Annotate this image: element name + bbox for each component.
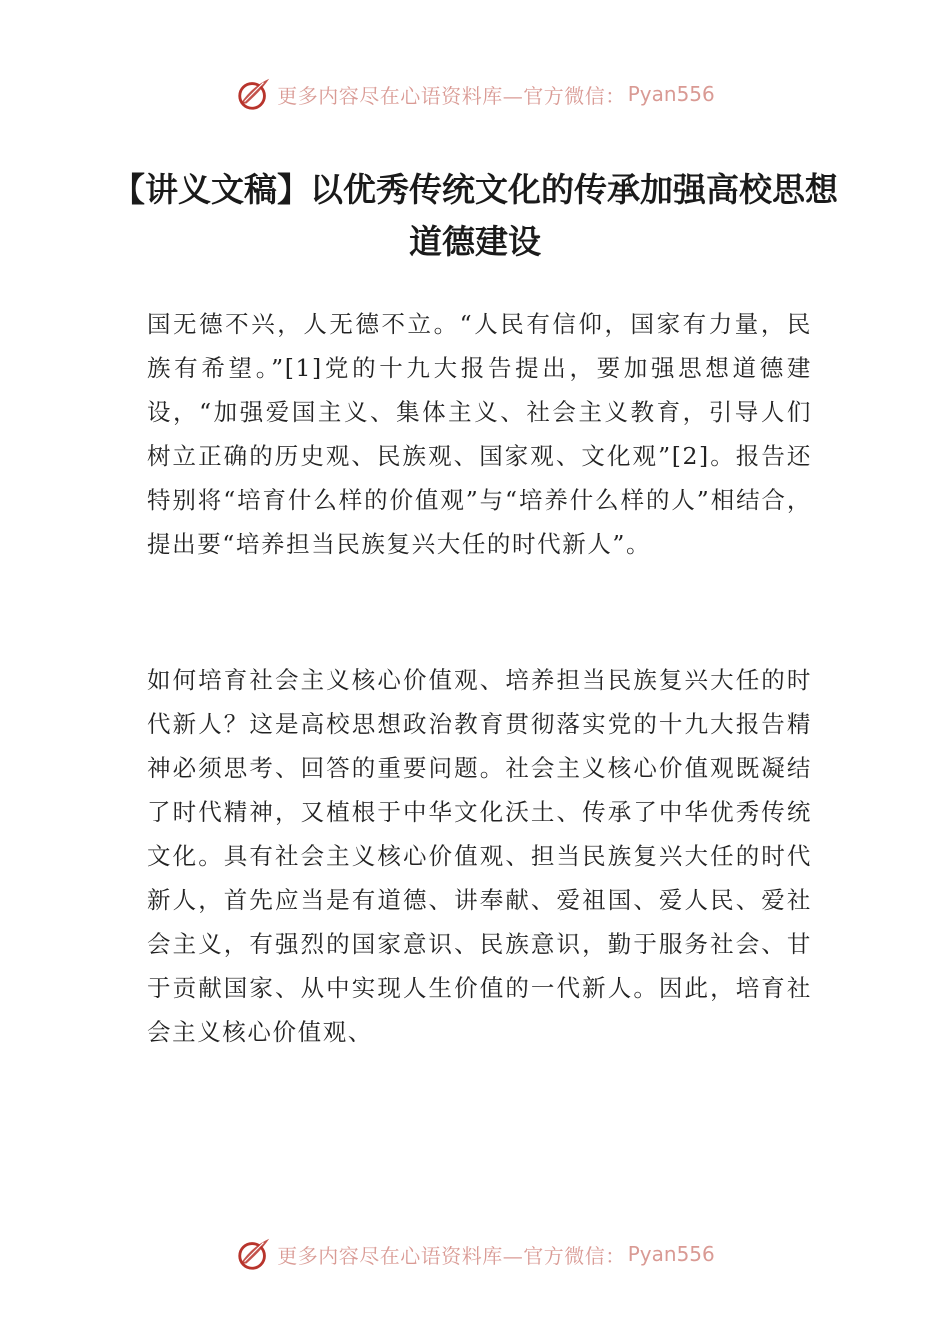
body-paragraph-1: 国无德不兴，人无德不立。“人民有信仰，国家有力量，民族有希望。”[1]党的十九大报告提出，要加强思想道德建设，“加强爱国主义、集体主义、社会主义教育，引导人们树立正确的历史观、民族观、国家观、文化观”[2]。报告还特别将“培育什么样的价值观”与“培养什么样的人”相结合，提出要“培养担当民族复兴大任的时代新人”。 bbox=[147, 310, 812, 558]
footer-banner bbox=[0, 1232, 950, 1276]
banner-wechat-id: Pyan556 bbox=[627, 1242, 715, 1266]
quill-circle-logo-icon bbox=[235, 75, 273, 113]
banner-text: 更多内容尽在心语资料库—官方微信： bbox=[277, 83, 626, 108]
banner-text: 更多内容尽在心语资料库—官方微信： bbox=[277, 1243, 626, 1268]
document-title: 【讲义文稿】以优秀传统文化的传承加强高校思想道德建设 bbox=[112, 170, 838, 261]
body-paragraph-2: 如何培育社会主义核心价值观、培养担当民族复兴大任的时代新人？这是高校思想政治教育贯彻落实党的十九大报告精神必须思考、回答的重要问题。社会主义核心价值观既凝结了时代精神，又植根于中华文化沃土、传承了中华优秀传统文化。具有社会主义核心价值观、担当民族复兴大任的时代新人，首先应当是有道德、讲奉献、爱祖国、爱人民、爱社会主义，有强烈的国家意识、民族意识，勤于服务社会、甘于贡献国家、从中实现人生价值的一代新人。因此，培育社会主义核心价值观、 bbox=[147, 666, 812, 1046]
quill-circle-logo-icon bbox=[235, 1235, 273, 1273]
banner-wechat-id: Pyan556 bbox=[627, 82, 715, 106]
header-banner bbox=[0, 72, 950, 116]
